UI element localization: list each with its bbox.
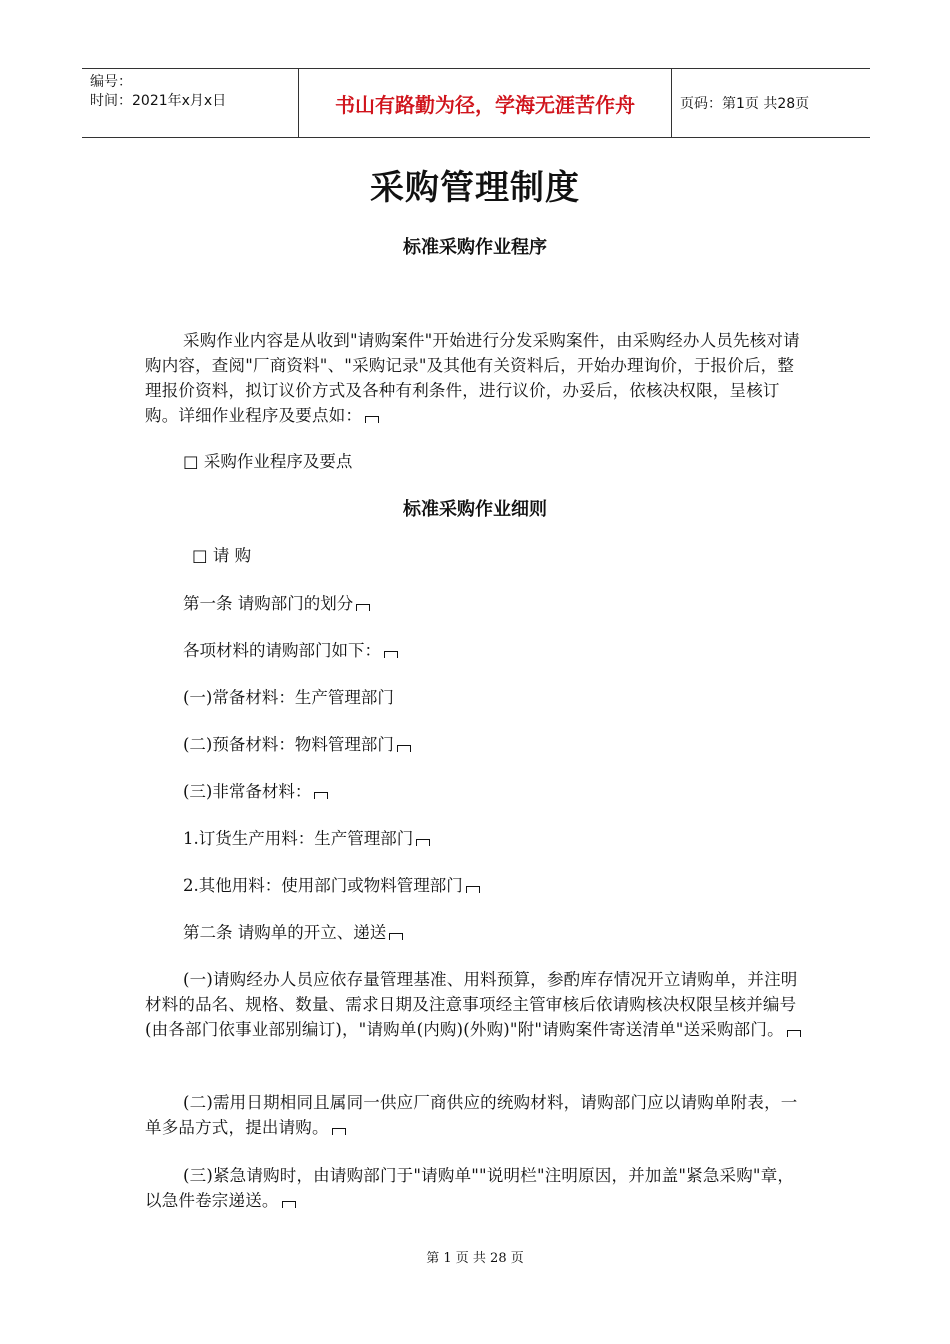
list-item: (一)常备材料：生产管理部门 <box>183 688 394 707</box>
intro-paragraph <box>145 328 810 428</box>
paragraph-mark-icon <box>332 1128 346 1135</box>
document-title: 采购管理制度 <box>370 168 580 208</box>
list-item <box>183 873 480 898</box>
paragraph-mark-icon <box>356 604 370 611</box>
article-2-title-text: 第二条 请购单的开立、递送 <box>183 923 387 942</box>
article-1-title <box>183 591 370 616</box>
section-requisition: □ 请 购 <box>192 546 252 565</box>
paragraph-mark-icon <box>365 416 379 423</box>
header-meta <box>82 69 299 137</box>
section-procedure: □ 采购作业程序及要点 <box>183 452 353 471</box>
article-2-paragraph-1-text: (一)请购经办人员应依存量管理基准、用料预算，参酌库存情况开立请购单，并注明材料的品名、规格、数量、需求日期及注意事项经主管审核后依请购核决权限呈核并编号(由各部门依事业部别编订)，"请购单(内购)(外购)"附"请购案件寄送清单"送采购部门。 <box>145 970 798 1039</box>
article-1-intro <box>183 638 398 663</box>
subtitle-procedure: 标准采购作业程序 <box>403 237 547 258</box>
number-label: 编号： <box>90 74 132 90</box>
paragraph-mark-icon <box>314 792 328 799</box>
list-item <box>183 826 430 851</box>
paragraph-mark-icon <box>384 651 398 658</box>
list-item-text: 2.其他用料：使用部门或物料管理部门 <box>183 876 463 895</box>
article-2-paragraph-3 <box>145 1163 810 1213</box>
intro-text: 采购作业内容是从收到"请购案件"开始进行分发采购案件，由采购经办人员先核对请购内容，查阅"厂商资料"、"采购记录"及其他有关资料后，开始办理询价，于报价后，整理报价资料，拟订议价方式及各种有利条件，进行议价，办妥后，依核决权限，呈核订购。详细作业程序及要点如： <box>145 331 800 425</box>
paragraph-mark-icon <box>282 1201 296 1208</box>
paragraph-mark-icon <box>466 886 480 893</box>
subtitle-rules: 标准采购作业细则 <box>403 499 547 520</box>
header-motto: 书山有路勤为径，学海无涯苦作舟 <box>299 69 672 137</box>
paragraph-mark-icon <box>389 933 403 940</box>
article-2-paragraph-2 <box>145 1090 810 1140</box>
article-2-paragraph-1 <box>145 967 810 1042</box>
article-1-title-text: 第一条 请购部门的划分 <box>183 594 354 613</box>
list-item-text: (三)非常备材料： <box>183 782 312 801</box>
paragraph-mark-icon <box>416 839 430 846</box>
article-2-paragraph-3-text: (三)紧急请购时，由请购部门于"请购单""说明栏"注明原因，并加盖"紧急采购"章，以急件卷宗递送。 <box>145 1166 795 1210</box>
paragraph-mark-icon <box>397 745 411 752</box>
paragraph-mark-icon <box>787 1030 801 1037</box>
page-footer: 第 1 页 共 28 页 <box>426 1251 524 1266</box>
list-item-text: 1.订货生产用料：生产管理部门 <box>183 829 414 848</box>
list-item <box>183 732 411 757</box>
article-1-intro-text: 各项材料的请购部门如下： <box>183 641 381 660</box>
list-item-text: (二)预备材料：物料管理部门 <box>183 735 394 754</box>
time-label: 时间：2021年x月x日 <box>90 93 227 109</box>
list-item <box>183 779 328 804</box>
article-2-title <box>183 920 403 945</box>
header-page-info: 页码：第1页 共28页 <box>680 96 810 112</box>
article-2-paragraph-2-text: (二)需用日期相同且属同一供应厂商供应的统购材料，请购部门应以请购单附表，一单多品方式，提出请购。 <box>145 1093 798 1137</box>
header-table <box>82 68 870 138</box>
